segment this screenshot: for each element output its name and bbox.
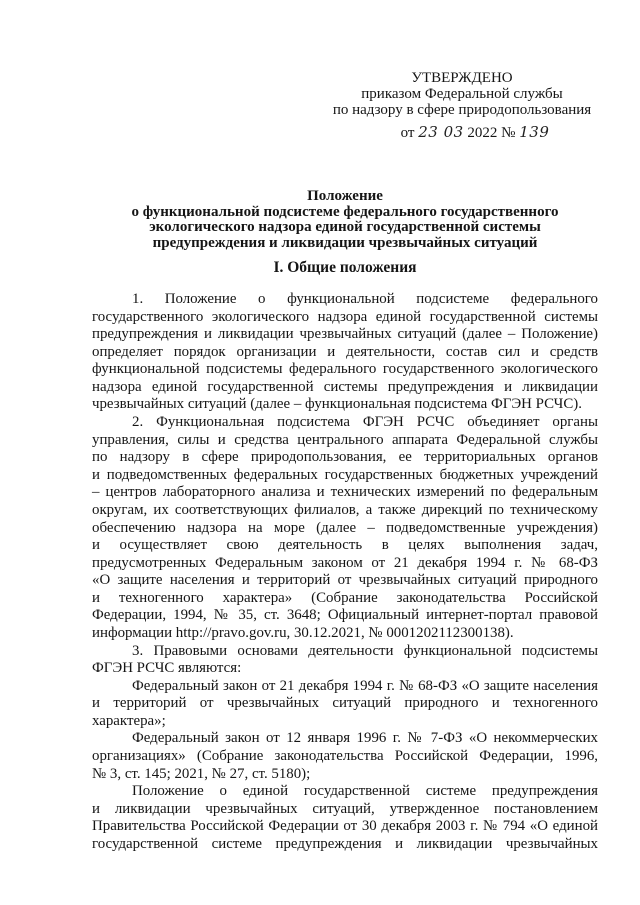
paragraph-line: предупреждения и ликвидации чрезвычайных ситуаций (далее – Положение) <box>92 326 598 343</box>
handwritten-number: 139 <box>519 123 550 141</box>
paragraph-line: Федеральный закон от 12 января 1996 г. № 7-ФЗ «О некоммерческих <box>132 730 598 747</box>
document-title <box>92 189 598 252</box>
paragraph-line: Федерации, 1994, № 35, ст. 3648; Официальный интернет-портал правовой <box>92 607 598 624</box>
paragraph-line: Положение о единой государственной системе предупреждения <box>132 783 598 800</box>
paragraph <box>92 291 598 414</box>
approval-block <box>312 70 612 141</box>
paragraph-line: надзора единой государственной системы предупреждения и ликвидации <box>92 378 598 395</box>
title-heading: Положение <box>307 188 383 204</box>
paragraph-line: по надзору в сфере природопользования, ее территориальных органов <box>92 449 598 466</box>
document-body <box>92 291 598 854</box>
paragraph-line: функциональной подсистемы федерального государственного экологического <box>92 361 598 378</box>
paragraph-line: округам, их соответствующих филиалов, а также дирекций по техническому <box>92 501 598 518</box>
paragraph-line: информации http://pravo.gov.ru, 30.12.2021, № 0001202112300138). <box>92 624 514 641</box>
paragraph <box>92 414 598 643</box>
paragraph-line: предусмотренных Федеральным законом от 21 декабря 1994 г. № 68-ФЗ <box>92 554 598 571</box>
paragraph-line: и территорий от чрезвычайных ситуаций природного и техногенного <box>92 695 598 712</box>
approval-line: приказом Федеральной службы <box>361 86 563 102</box>
paragraph-line: 2. Функциональная подсистема ФГЭН РСЧС объединяет органы <box>132 414 598 431</box>
handwritten-date: 23 03 <box>418 123 464 141</box>
paragraph-line: определяет порядок организации и деятельности, состав сил и средств <box>92 343 598 360</box>
paragraph-line: управления, силы и средства центрального аппарата Федеральной службы <box>92 431 598 448</box>
date-prefix: от <box>400 125 415 141</box>
paragraph-line: и техногенного характера» (Собрание законодательства Российской <box>92 589 598 606</box>
paragraph-line: государственной системе предупреждения и ликвидации чрезвычайных <box>92 835 598 852</box>
paragraph-line: «О защите населения и территорий от чрезвычайных ситуаций природного <box>92 572 598 589</box>
paragraph-line: чрезвычайных ситуаций (далее – функциональная подсистема ФГЭН РСЧС). <box>92 396 582 413</box>
paragraph-line: организациях» (Собрание законодательства Российской Федерации, 1996, <box>92 748 598 765</box>
paragraph-line: Федеральный закон от 21 декабря 1994 г. № 68-ФЗ «О защите населения <box>132 677 598 694</box>
paragraph <box>92 643 598 678</box>
paragraph-line: 3. Правовыми основами деятельности функциональной подсистемы <box>132 642 598 659</box>
paragraph <box>92 783 598 853</box>
paragraph <box>92 678 598 731</box>
paragraph-line: и осуществляет свою деятельность в целях выполнения задач, <box>92 537 598 554</box>
paragraph-line: обеспечению надзора на море (далее – подведомственные учреждения) <box>92 519 598 536</box>
approval-title: УТВЕРЖДЕНО <box>411 70 513 86</box>
title-line: о функциональной подсистеме федерального государственного <box>131 203 559 220</box>
paragraph-line: Правительства Российской Федерации от 30 декабря 2003 г. № 794 «О единой <box>92 818 598 835</box>
paragraph <box>92 730 598 783</box>
paragraph-line: – центров лабораторного анализа и технических измерений по федеральным <box>92 484 598 501</box>
paragraph-line: и подведомственных федеральных государственных бюджетных учреждений <box>92 466 598 483</box>
paragraph-line: государственного экологического надзора единой государственной системы <box>92 308 598 325</box>
paragraph-line: № 3, ст. 145; 2021, № 27, ст. 5180); <box>92 765 311 782</box>
year-label: 2022 № <box>467 125 516 141</box>
paragraph-line: ФГЭН РСЧС являются: <box>92 660 242 677</box>
paragraph-line: и ликвидации чрезвычайных ситуаций, утвержденное постановлением <box>92 800 598 817</box>
paragraph-line: характера»; <box>92 712 166 729</box>
section-heading: I. Общие положения <box>273 259 417 276</box>
approval-date-line <box>312 124 612 141</box>
title-line: предупреждения и ликвидации чрезвычайных ситуаций <box>152 235 538 252</box>
paragraph-line: 1. Положение о функциональной подсистеме федерального <box>132 291 598 307</box>
title-line: экологического надзора единой государственной системы <box>149 219 541 236</box>
approval-line: по надзору в сфере природопользования <box>332 102 592 118</box>
